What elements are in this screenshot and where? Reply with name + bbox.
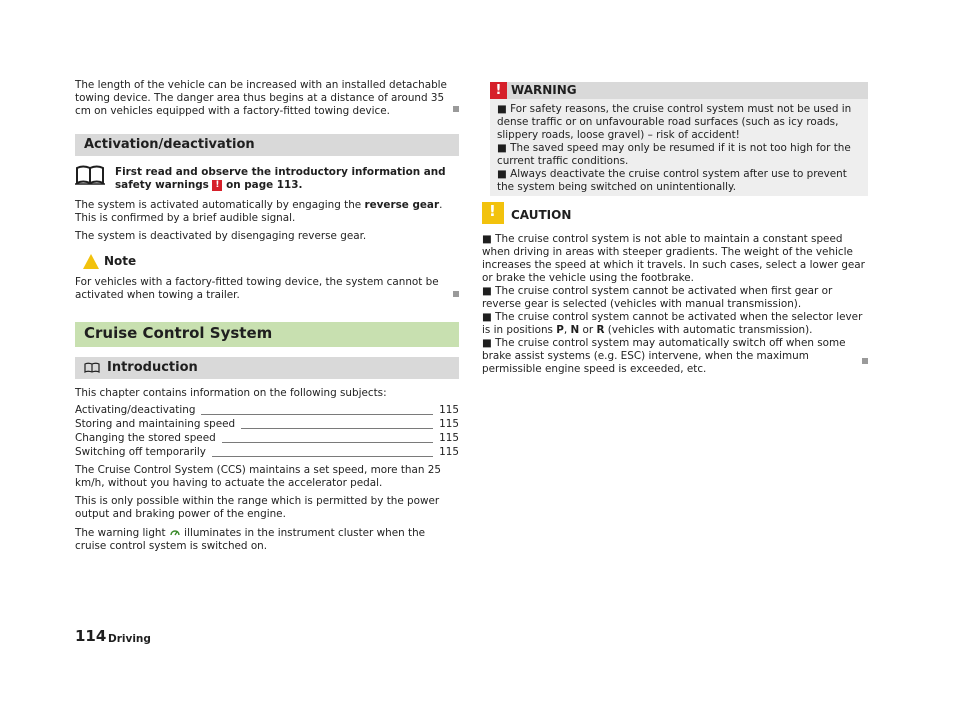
introduction-lead: This chapter contains information on the following subjects: — [75, 387, 387, 399]
note-icon — [83, 254, 99, 269]
caution-icon-glyph: ! — [489, 202, 496, 220]
bullet-icon: ■ — [497, 142, 507, 154]
towing-intro-paragraph — [75, 79, 459, 118]
footer-section-title: Driving — [108, 633, 151, 645]
introduction-heading: Introduction — [107, 360, 198, 375]
caution-item-3: ■ The cruise control system cannot be activated when the selector lever is in positions P, N or R (vehicles with automatic transmission). — [482, 311, 863, 336]
section-end-marker — [453, 291, 459, 297]
ccs-paragraph-2: This is only possible within the range which is permitted by the power output and braking power of the engine. — [75, 495, 440, 520]
bullet-icon: ■ — [482, 233, 492, 245]
cruise-control-warning-light-icon — [169, 527, 181, 537]
caution-label: CAUTION — [511, 208, 572, 222]
section-end-marker — [862, 358, 868, 364]
caution-item-1: ■ The cruise control system is not able to maintain a constant speed when driving in areas with steeper gradients. The weight of the vehicle increases the speed at which it travels. In such cases, select a lower gear or brake the vehicle using the footbrake. — [482, 233, 865, 284]
toc-item-switching-off[interactable]: Switching off temporarily 115 — [75, 446, 459, 458]
warning-item-2: ■ The saved speed may only be resumed if it is not too high for the current traffic conditions. — [497, 142, 851, 167]
ccs-paragraph-3: The warning light illuminates in the instrument cluster when the cruise control system is switched on. — [75, 527, 426, 552]
toc-item-activating[interactable]: Activating/deactivating 115 — [75, 404, 459, 416]
intro-text: The length of the vehicle can be increased with an installed detachable towing device. The danger area thus begins at a distance of around 35 cm on vehicles equipped with a factory-fitted towing device. — [75, 79, 447, 117]
note-text: For vehicles with a factory-fitted towing device, the system cannot be activated when towing a trailer. — [75, 276, 439, 301]
ccs-paragraph-1: The Cruise Control System (CCS) maintains a set speed, more than 25 km/h, without you having to actuate the accelerator pedal. — [75, 464, 441, 489]
warning-icon: ! — [212, 180, 222, 191]
activation-paragraph-2: The system is deactivated by disengaging reverse gear. — [75, 230, 367, 242]
bullet-icon: ■ — [497, 103, 507, 115]
book-icon — [75, 164, 105, 186]
caution-item-2: ■ The cruise control system cannot be activated when first gear or reverse gear is selected (vehicles with manual transmission). — [482, 285, 833, 310]
warning-icon: ! — [490, 82, 507, 99]
bullet-icon: ■ — [482, 337, 492, 349]
toc-item-changing[interactable]: Changing the stored speed 115 — [75, 432, 459, 444]
warning-label: WARNING — [511, 83, 577, 97]
chapter-title: Cruise Control System — [84, 324, 273, 342]
caution-item-4: ■ The cruise control system may automatically switch off when some brake assist systems (e.g. ESC) intervene, when the maximum permissible engine speed is exceeded, etc. — [482, 337, 846, 375]
note-label: Note — [104, 254, 137, 268]
bullet-icon: ■ — [497, 168, 507, 180]
book-icon — [84, 362, 100, 374]
read-first-notice: First read and observe the introductory information and safety warnings ! on page 113. — [115, 166, 446, 191]
section-end-marker — [453, 106, 459, 112]
warning-item-1: ■ For safety reasons, the cruise control system must not be used in dense traffic or on unfavourable road surfaces (such as icy roads, slippery roads, loose gravel) – risk of accident! — [497, 103, 852, 141]
bullet-icon: ■ — [482, 311, 492, 323]
page-number: 114 — [75, 627, 107, 645]
activation-paragraph-1: The system is activated automatically by engaging the reverse gear. This is confirmed by a brief audible signal. — [75, 199, 443, 224]
bullet-icon: ■ — [482, 285, 492, 297]
toc-item-storing[interactable]: Storing and maintaining speed 115 — [75, 418, 459, 430]
warning-item-3: ■ Always deactivate the cruise control system after use to prevent the system being switched on unintentionally. — [497, 168, 847, 193]
activation-heading: Activation/deactivation — [84, 137, 255, 152]
page-reference-link[interactable]: on page 113. — [226, 179, 303, 191]
